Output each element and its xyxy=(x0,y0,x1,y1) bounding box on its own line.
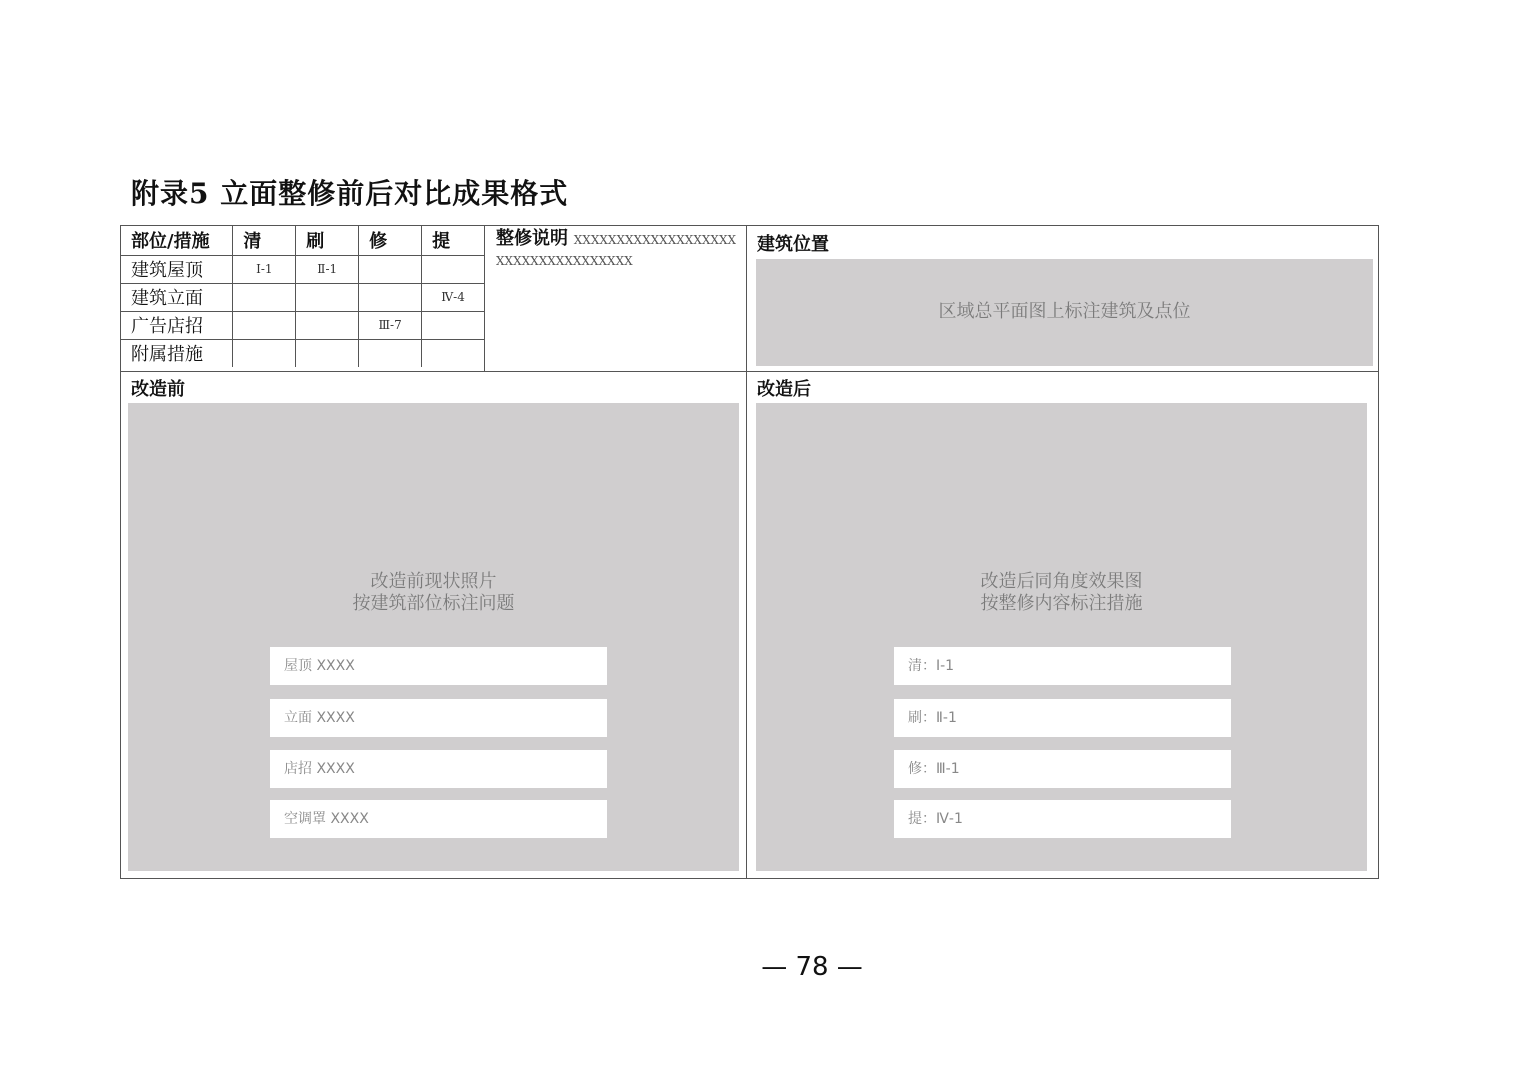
page-title: 附录5 立面整修前后对比成果格式 xyxy=(131,177,569,210)
table-cell xyxy=(422,339,485,367)
table-cell: Ⅱ-1 xyxy=(296,255,359,283)
table-cell xyxy=(359,339,422,367)
table-cell xyxy=(296,311,359,339)
issue-annotation: 店招 XXXX xyxy=(270,750,607,788)
row-label: 广告店招 xyxy=(121,311,233,339)
table-row xyxy=(121,283,485,311)
note-text: XXXXXXXXXXXXXXXXXXXXXXXXXXXXXXXXXXX xyxy=(496,233,737,268)
header-paint: 刷 xyxy=(296,226,359,255)
site-plan-placeholder xyxy=(756,259,1373,366)
header-clean: 清 xyxy=(233,226,296,255)
measure-annotation: 刷：Ⅱ-1 xyxy=(894,699,1231,737)
header-part: 部位/措施 xyxy=(121,226,233,255)
before-label: 改造前 xyxy=(131,379,185,400)
before-caption-line2: 按建筑部位标注问题 xyxy=(352,593,515,614)
issue-annotation: 空调罩 XXXX xyxy=(270,800,607,838)
table-cell: Ⅲ-7 xyxy=(359,311,422,339)
renovation-note xyxy=(496,229,741,271)
table-cell xyxy=(359,255,422,283)
table-header-row xyxy=(121,226,485,255)
issue-annotation: 立面 XXXX xyxy=(270,699,607,737)
column-divider xyxy=(746,226,747,878)
header-upgrade: 提 xyxy=(422,226,485,255)
row-label: 建筑立面 xyxy=(121,283,233,311)
comparison-form xyxy=(120,225,1379,879)
issue-annotation: 屋顶 XXXX xyxy=(270,647,607,685)
page-number: — 78 — xyxy=(761,952,863,982)
table-row xyxy=(121,255,485,283)
measure-annotation: 修：Ⅲ-1 xyxy=(894,750,1231,788)
table-cell: Ⅰ-1 xyxy=(233,255,296,283)
after-caption-line2: 按整修内容标注措施 xyxy=(980,593,1143,614)
row-label: 附属措施 xyxy=(121,339,233,367)
row-divider xyxy=(121,371,1378,372)
after-label: 改造后 xyxy=(757,379,811,400)
measures-table xyxy=(121,226,485,367)
row-label: 建筑屋顶 xyxy=(121,255,233,283)
before-caption-line1: 改造前现状照片 xyxy=(370,571,497,592)
table-cell xyxy=(296,283,359,311)
location-label: 建筑位置 xyxy=(757,234,829,255)
table-cell xyxy=(296,339,359,367)
table-cell xyxy=(422,311,485,339)
table-cell xyxy=(233,339,296,367)
before-photo-placeholder xyxy=(128,403,739,871)
table-row xyxy=(121,311,485,339)
table-cell xyxy=(422,255,485,283)
table-cell xyxy=(359,283,422,311)
after-caption-line1: 改造后同角度效果图 xyxy=(980,571,1143,592)
table-row xyxy=(121,339,485,367)
table-cell xyxy=(233,311,296,339)
measure-annotation: 提：Ⅳ-1 xyxy=(894,800,1231,838)
table-cell xyxy=(233,283,296,311)
note-label: 整修说明 xyxy=(496,228,568,249)
site-plan-caption: 区域总平面图上标注建筑及点位 xyxy=(938,301,1191,322)
table-cell: Ⅳ-4 xyxy=(422,283,485,311)
header-repair: 修 xyxy=(359,226,422,255)
after-rendering-placeholder xyxy=(756,403,1367,871)
measure-annotation: 清：Ⅰ-1 xyxy=(894,647,1231,685)
